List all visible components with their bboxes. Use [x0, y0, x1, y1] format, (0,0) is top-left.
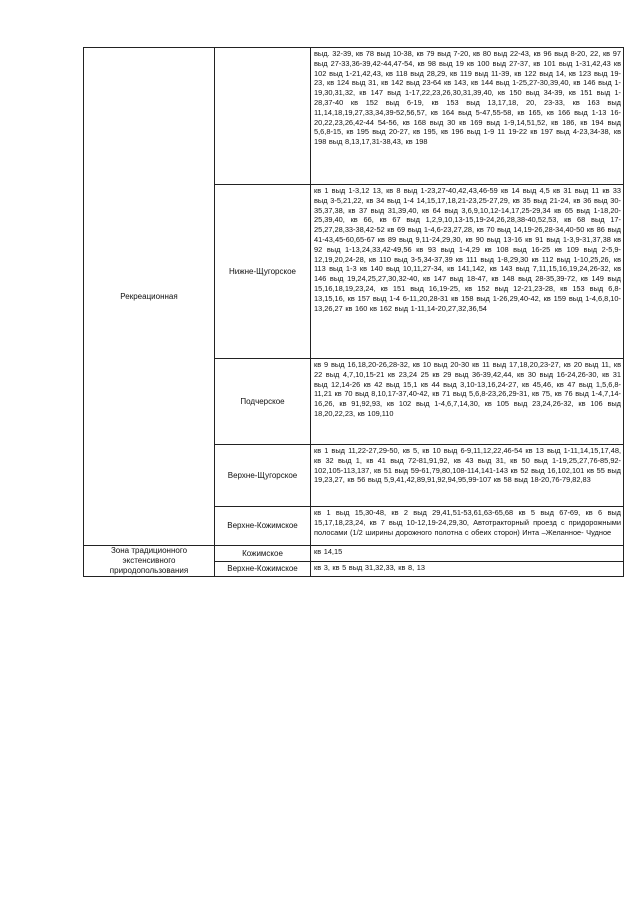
quarters-text: кв 9 выд 16,18,20-26,28-32, кв 10 выд 20-30 кв 11 выд 17,18,20,23-27, кв 20 выд 11, кв 22 выд 4,7,10,15-21 кв 23,24 25 кв 29 выд 36-39,42,44, кв 30 выд 16-24,26-30, кв 31 выд 12,14-26 кв 42 выд 15,1 кв 44 выд 3,10-13,16,24-27, кв 45,46, кв 47 выд 1,5,6,8-11,21 кв 70 выд 8,10,17-37,40-42, кв 71 выд 5,6,8-23,26,29-31, кв 75, кв 76 выд 1-4,7,14-16,26, кв 91,92,93, кв 102 выд 1-4,6,7,14,30, кв 105 выд 23,24,26-32, кв 106 выд 18,20,22,23, кв 109,110	[314, 360, 621, 418]
quarters-text: кв 1 выд 1-3,12 13, кв 8 выд 1-23,27-40,42,43,46-59 кв 14 выд 4,5 кв 31 выд 11 кв 33 выд 3-5,21,22, кв 34 выд 1-4 14,15,17,18,21-23,25-27,29, кв 35 выд 21-24, кв 36 выд 30-35,37,38, кв 37 выд 31,39,40, кв 64 выд 3,6,9,10,12-14,17,25-29,34 кв 65 выд 1-18,20-25,39,40, кв 66, кв 67 выд 1,2,9,10,13-15,19-24,26,28,38-40,52,53, кв 68 выд 17-25,27,28,33-38,42-52 кв 69 выд 1-4,6-23,27,28, кв 70 выд 14,19-26,28-34,40-50 кв 86 выд 41-43,45-60,65-67 кв 89 выд 9,11-24,29,30, кв 90 выд 13-16 кв 91 выд 1-3,9-31,37,38 кв 92 выд 1-13,24,33,42-49,56 кв 93 выд 1-4,29 кв 108 выд 16-25 кв 109 выд 2-5,9-12,19,20,24-28, кв 110 выд 3-5,34-37,39 кв 111 выд 1-8,29,30 кв 112 выд 1-10,25,26, кв 113 выд 1-3 кв 140 выд 10,11,27-34, кв 141,142, кв 143 выд 7,11,15,16,19,24,26-32, кв 146 выд 19,24,25,27,30,32-40, кв 147 выд 18-47, кв 148 выд 28-35,39-72, кв 149 выд 15,16,18,19,23,24, кв 151 выд 16,19-25, кв 152 выд 12-21,23-28, кв 153 выд 6,8-13,15,16, кв 157 выд 1-4 6-11,20,28-31 кв 158 выд 1-26,29,40-42, кв 159 выд 1-4,6,8,10-13,26,27 кв 160 кв 162 выд 1-11,14-20,27,32,36,54	[314, 186, 621, 313]
quarters-cell	[311, 445, 624, 507]
place-cell	[215, 48, 311, 185]
quarters-cell	[311, 359, 624, 445]
place-cell	[215, 562, 311, 577]
place-label: Верхне-Кожимское	[227, 521, 298, 530]
place-cell	[215, 445, 311, 507]
quarters-text: кв 1 выд 11,22-27,29-50, кв 5, кв 10 выд 6-9,11,12,22,46-54 кв 13 выд 1-11,14,15,17,48, кв 32 выд 1, кв 41 выд 72-81,91,92, кв 43 выд 31, кв 50 выд 1-19,25,27,76-85,92-102,105-113,137, кв 51 выд 59-61,79,80,108-114,141-143 кв 52 выд 16,102,101 кв 55 выд 19,23,27, кв 56 выд 5,9,41,42,89,91,92,94,95,99-107 кв 58 выд 18-20,76-79,82,83	[314, 446, 621, 485]
zone-label: Зона традиционного экстенсивного природопользования	[109, 546, 189, 575]
place-cell	[215, 359, 311, 445]
table-row	[84, 546, 624, 562]
quarters-cell	[311, 562, 624, 577]
quarters-cell	[311, 185, 624, 359]
place-label: Подчерское	[240, 396, 285, 406]
quarters-text: кв 14,15	[314, 547, 343, 556]
zoning-table	[83, 47, 624, 577]
place-cell	[215, 546, 311, 562]
table-row	[84, 48, 624, 185]
place-label: Верхне-Щугорское	[227, 470, 298, 480]
zone-cell-traditional	[84, 546, 215, 577]
zone-label: Рекреационная	[120, 291, 178, 301]
quarters-text: кв 3, кв 5 выд 31,32,33, кв 8, 13	[314, 563, 425, 572]
quarters-cell	[311, 48, 624, 185]
quarters-cell	[311, 546, 624, 562]
quarters-text: выд. 32-39, кв 78 выд 10-38, кв 79 выд 7-20, кв 80 выд 22-43, кв 96 выд 8-20, 22, кв 97 выд 27-33,36-39,42-44,47-54, кв 98 выд 19 кв 100 выд 27-37, кв 101 выд 1-31,42,43 кв 102 выд 1-21,42,43, кв 118 выд 28,29, кв 119 выд 11-39, кв 122 выд 14, кв 123 выд 19-23, кв 124 выд 31, кв 142 выд 23-64 кв 143, кв 144 выд 1-25,27-30,39,40, кв 146 выд 1-19,30,31,32, кв 147 выд 1-17,22,23,26,30,31,39,40, кв 150 выд 34-39, кв 151 выд 1-28,37-40 кв 152 выд 6-19, кв 153 выд 13,17,18, 20, 23-33, кв 163 выд 11,14,18,19,27,33,34,39-52,56,57, кв 164 выд 5-47,55-58, кв 165, кв 166 выд 1-13 16-20,22,23,26,42-44 54-56, кв 168 выд 30 кв 169 выд 1-9,14,51,52, кв 186, кв 194 выд 5,6,8-15, кв 195 выд 20-27, кв 195, кв 196 выд 1-9 11 19-22 кв 197 выд 4-23,34-38, кв 198 выд 8,13,17,31-38,43, кв 198	[314, 49, 621, 147]
place-label: Кожимское	[242, 548, 283, 558]
place-label: Нижне-Щугорское	[229, 266, 296, 276]
place-label: Верхне-Кожимское	[227, 564, 298, 573]
place-cell	[215, 507, 311, 546]
zone-cell-recreational	[84, 48, 215, 546]
place-cell	[215, 185, 311, 359]
quarters-cell	[311, 507, 624, 546]
quarters-text: кв 1 выд 15,30-48, кв 2 выд 29,41,51-53,61,63-65,68 кв 5 выд 67-69, кв 6 выд 15,17,18,23,24, кв 7 выд 10-12,19-24,29,30, Автотракторный проезд с придорожными полосами (1/2 ширины дорожного полотна с обеих сторон) Инта –Желанное- Чудное	[314, 508, 621, 537]
